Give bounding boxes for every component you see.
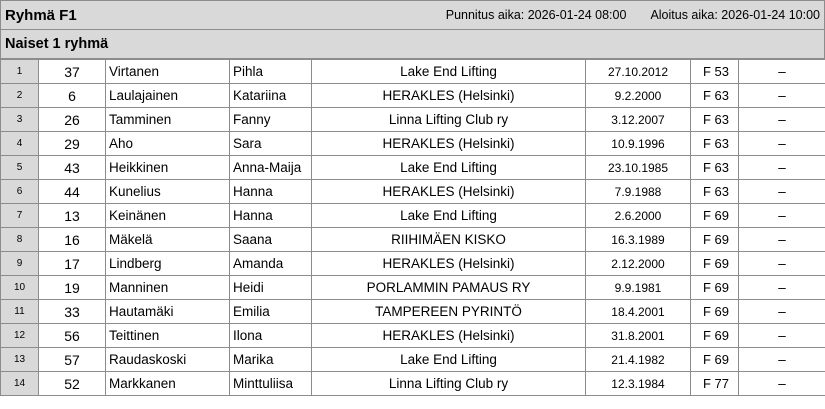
first-name: Sara — [230, 132, 312, 156]
result-placeholder: – — [739, 156, 825, 180]
lifter-number: 13 — [39, 204, 106, 228]
table-row — [1, 228, 825, 252]
table-row — [1, 180, 825, 204]
result-placeholder: – — [739, 372, 825, 396]
birth-date: 23.10.1985 — [586, 156, 691, 180]
club-name: HERAKLES (Helsinki) — [312, 180, 586, 204]
result-placeholder: – — [739, 276, 825, 300]
lifter-number: 37 — [39, 60, 106, 84]
result-placeholder: – — [739, 300, 825, 324]
birth-date: 3.12.2007 — [586, 108, 691, 132]
row-index: 5 — [1, 156, 39, 180]
schedule-times — [446, 8, 820, 22]
club-name: PORLAMMIN PAMAUS RY — [312, 276, 586, 300]
lifter-table — [0, 59, 825, 396]
table-row — [1, 108, 825, 132]
row-index: 8 — [1, 228, 39, 252]
table-row — [1, 84, 825, 108]
first-name: Emilia — [230, 300, 312, 324]
lifter-number: 6 — [39, 84, 106, 108]
weight-class: F 77 — [691, 372, 739, 396]
birth-date: 12.3.1984 — [586, 372, 691, 396]
table-row — [1, 300, 825, 324]
first-name: Ilona — [230, 324, 312, 348]
club-name: Lake End Lifting — [312, 204, 586, 228]
last-name: Teittinen — [106, 324, 230, 348]
birth-date: 18.4.2001 — [586, 300, 691, 324]
club-name: Lake End Lifting — [312, 348, 586, 372]
start-time: Aloitus aika: 2026-01-24 10:00 — [650, 8, 820, 22]
weight-class: F 63 — [691, 180, 739, 204]
birth-date: 2.6.2000 — [586, 204, 691, 228]
row-index: 6 — [1, 180, 39, 204]
table-row — [1, 132, 825, 156]
table-row — [1, 372, 825, 396]
lifter-number: 44 — [39, 180, 106, 204]
club-name: Lake End Lifting — [312, 156, 586, 180]
weight-class: F 63 — [691, 132, 739, 156]
weight-class: F 69 — [691, 228, 739, 252]
club-name: RIIHIMÄEN KISKO — [312, 228, 586, 252]
result-placeholder: – — [739, 60, 825, 84]
last-name: Aho — [106, 132, 230, 156]
first-name: Fanny — [230, 108, 312, 132]
club-name: Linna Lifting Club ry — [312, 372, 586, 396]
last-name: Tamminen — [106, 108, 230, 132]
last-name: Markkanen — [106, 372, 230, 396]
birth-date: 2.12.2000 — [586, 252, 691, 276]
first-name: Heidi — [230, 276, 312, 300]
club-name: TAMPEREEN PYRINTÖ — [312, 300, 586, 324]
table-row — [1, 276, 825, 300]
last-name: Lindberg — [106, 252, 230, 276]
last-name: Laulajainen — [106, 84, 230, 108]
last-name: Heikkinen — [106, 156, 230, 180]
first-name: Katariina — [230, 84, 312, 108]
result-placeholder: – — [739, 204, 825, 228]
row-index: 10 — [1, 276, 39, 300]
club-name: HERAKLES (Helsinki) — [312, 84, 586, 108]
weight-class: F 69 — [691, 276, 739, 300]
title-bar — [0, 0, 825, 30]
table-row — [1, 324, 825, 348]
row-index: 7 — [1, 204, 39, 228]
result-placeholder: – — [739, 108, 825, 132]
first-name: Pihla — [230, 60, 312, 84]
birth-date: 9.9.1981 — [586, 276, 691, 300]
row-index: 11 — [1, 300, 39, 324]
result-placeholder: – — [739, 348, 825, 372]
table-row — [1, 348, 825, 372]
birth-date: 21.4.1982 — [586, 348, 691, 372]
birth-date: 16.3.1989 — [586, 228, 691, 252]
lifter-number: 26 — [39, 108, 106, 132]
last-name: Raudaskoski — [106, 348, 230, 372]
result-placeholder: – — [739, 228, 825, 252]
group-name: Naiset 1 ryhmä — [5, 36, 109, 52]
last-name: Mäkelä — [106, 228, 230, 252]
weigh-in-time: Punnitus aika: 2026-01-24 08:00 — [445, 8, 627, 22]
lifter-number: 33 — [39, 300, 106, 324]
weight-class: F 69 — [691, 324, 739, 348]
result-placeholder: – — [739, 180, 825, 204]
last-name: Manninen — [106, 276, 230, 300]
lifter-number: 17 — [39, 252, 106, 276]
club-name: HERAKLES (Helsinki) — [312, 324, 586, 348]
result-placeholder: – — [739, 252, 825, 276]
lifter-rows — [1, 60, 825, 396]
birth-date: 27.10.2012 — [586, 60, 691, 84]
weight-class: F 69 — [691, 348, 739, 372]
first-name: Saana — [230, 228, 312, 252]
last-name: Keinänen — [106, 204, 230, 228]
table-row — [1, 204, 825, 228]
first-name: Hanna — [230, 180, 312, 204]
weight-class: F 53 — [691, 60, 739, 84]
lifter-number: 19 — [39, 276, 106, 300]
birth-date: 9.2.2000 — [586, 84, 691, 108]
first-name: Marika — [230, 348, 312, 372]
first-name: Anna-Maija — [230, 156, 312, 180]
row-index: 9 — [1, 252, 39, 276]
last-name: Virtanen — [106, 60, 230, 84]
weight-class: F 69 — [691, 204, 739, 228]
first-name: Amanda — [230, 252, 312, 276]
weight-class: F 63 — [691, 156, 739, 180]
club-name: Linna Lifting Club ry — [312, 108, 586, 132]
club-name: Lake End Lifting — [312, 60, 586, 84]
result-placeholder: – — [739, 324, 825, 348]
row-index: 2 — [1, 84, 39, 108]
row-index: 3 — [1, 108, 39, 132]
lifter-number: 52 — [39, 372, 106, 396]
club-name: HERAKLES (Helsinki) — [312, 252, 586, 276]
row-index: 12 — [1, 324, 39, 348]
last-name: Hautamäki — [106, 300, 230, 324]
row-index: 4 — [1, 132, 39, 156]
group-header — [0, 30, 825, 59]
weight-class: F 69 — [691, 252, 739, 276]
row-index: 1 — [1, 60, 39, 84]
lifter-number: 43 — [39, 156, 106, 180]
birth-date: 10.9.1996 — [586, 132, 691, 156]
row-index: 13 — [1, 348, 39, 372]
lifter-number: 29 — [39, 132, 106, 156]
birth-date: 31.8.2001 — [586, 324, 691, 348]
lifter-number: 16 — [39, 228, 106, 252]
weight-class: F 63 — [691, 108, 739, 132]
result-placeholder: – — [739, 84, 825, 108]
group-title: Ryhmä F1 — [5, 6, 77, 24]
lifter-number: 56 — [39, 324, 106, 348]
table-row — [1, 252, 825, 276]
lifter-number: 57 — [39, 348, 106, 372]
weight-class: F 63 — [691, 84, 739, 108]
result-placeholder: – — [739, 132, 825, 156]
birth-date: 7.9.1988 — [586, 180, 691, 204]
first-name: Hanna — [230, 204, 312, 228]
table-row — [1, 156, 825, 180]
row-index: 14 — [1, 372, 39, 396]
table-row — [1, 60, 825, 84]
first-name: Minttuliisa — [230, 372, 312, 396]
weight-class: F 69 — [691, 300, 739, 324]
last-name: Kunelius — [106, 180, 230, 204]
club-name: HERAKLES (Helsinki) — [312, 132, 586, 156]
